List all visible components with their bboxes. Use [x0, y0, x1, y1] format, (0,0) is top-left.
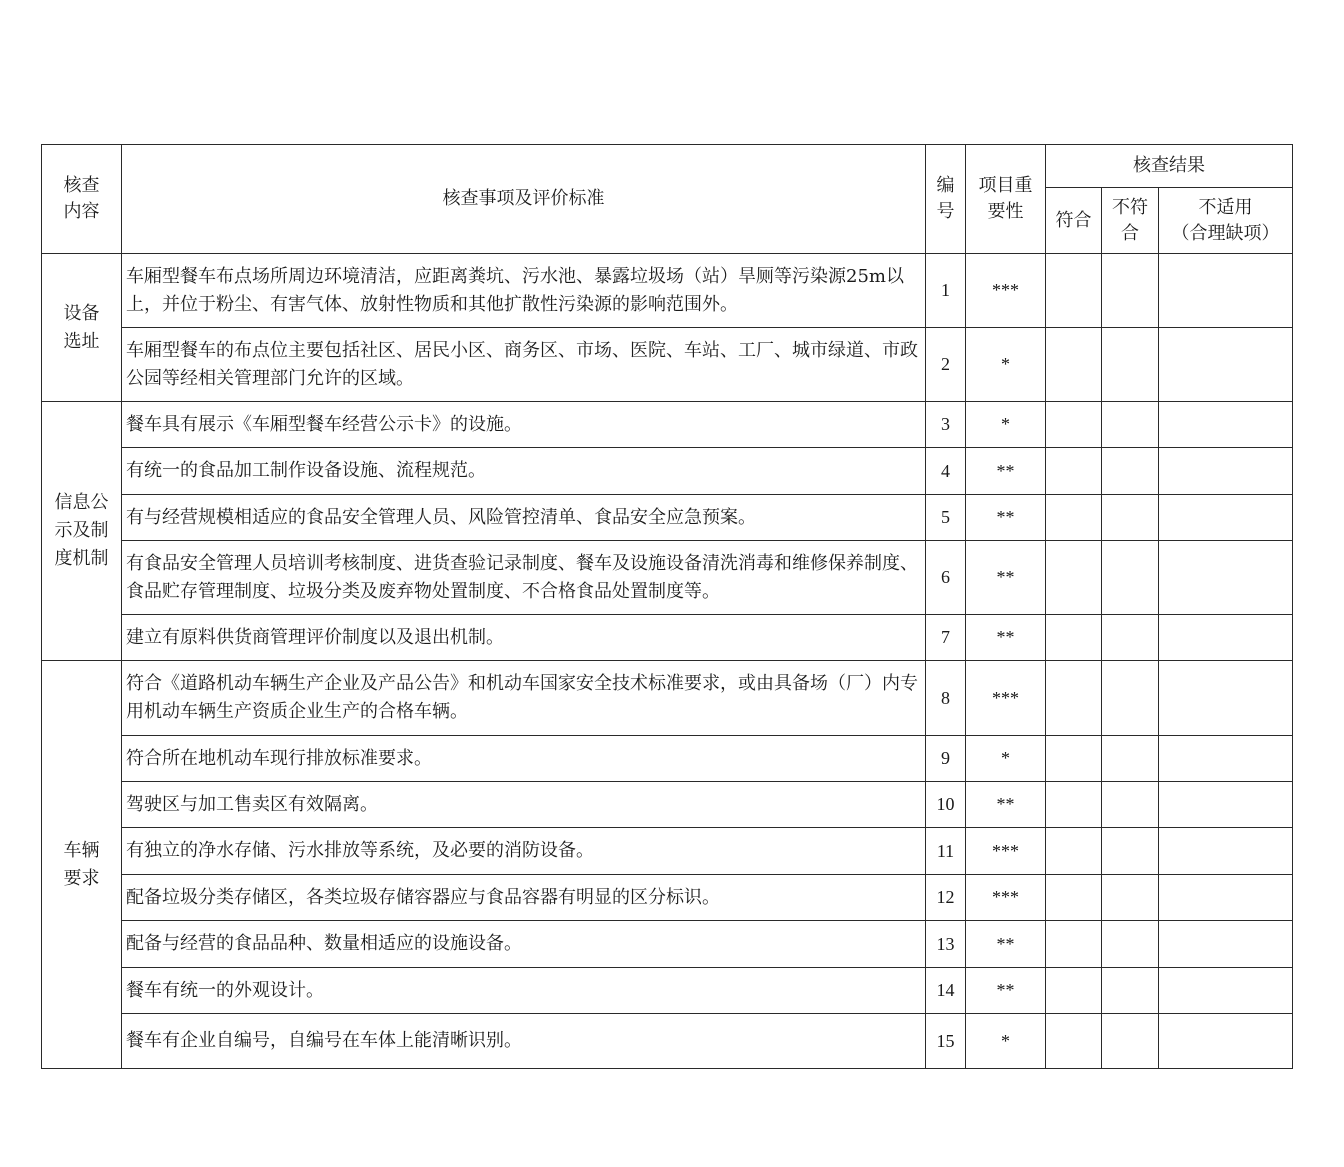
comply-check-cell[interactable] [1046, 448, 1102, 495]
comply-check-cell[interactable] [1046, 541, 1102, 615]
number-cell: 11 [926, 828, 966, 875]
not-comply-check-cell[interactable] [1102, 968, 1159, 1014]
comply-check-cell[interactable] [1046, 402, 1102, 448]
header-importance: 项目重要性 [966, 145, 1046, 254]
table-row [42, 828, 1293, 875]
importance-cell: *** [966, 254, 1046, 328]
comply-check-cell[interactable] [1046, 828, 1102, 875]
table-row [42, 254, 1293, 328]
table-row [42, 448, 1293, 495]
not-applicable-check-cell[interactable] [1159, 736, 1293, 782]
criteria-cell: 符合所在地机动车现行排放标准要求。 [122, 736, 926, 782]
criteria-cell: 建立有原料供货商管理评价制度以及退出机制。 [122, 615, 926, 661]
number-cell: 13 [926, 921, 966, 968]
not-applicable-check-cell[interactable] [1159, 495, 1293, 541]
not-comply-check-cell[interactable] [1102, 495, 1159, 541]
not-comply-check-cell[interactable] [1102, 615, 1159, 661]
not-comply-check-cell[interactable] [1102, 254, 1159, 328]
number-cell: 12 [926, 875, 966, 921]
not-applicable-check-cell[interactable] [1159, 782, 1293, 828]
not-applicable-check-cell[interactable] [1159, 328, 1293, 402]
comply-check-cell[interactable] [1046, 968, 1102, 1014]
table-row [42, 968, 1293, 1014]
not-comply-check-cell[interactable] [1102, 402, 1159, 448]
header-result: 核查结果 [1046, 145, 1293, 188]
not-comply-check-cell[interactable] [1102, 1014, 1159, 1069]
not-comply-check-cell[interactable] [1102, 782, 1159, 828]
criteria-cell: 车厢型餐车的布点位主要包括社区、居民小区、商务区、市场、医院、车站、工厂、城市绿道、市政公园等经相关管理部门允许的区域。 [122, 328, 926, 402]
table-row [42, 541, 1293, 615]
comply-check-cell[interactable] [1046, 615, 1102, 661]
not-applicable-note: （合理缺项） [1171, 222, 1280, 244]
importance-cell: ** [966, 495, 1046, 541]
number-cell: 4 [926, 448, 966, 495]
importance-cell: *** [966, 875, 1046, 921]
header-category: 核查内容 [42, 145, 122, 254]
number-cell: 2 [926, 328, 966, 402]
criteria-cell: 配备与经营的食品品种、数量相适应的设施设备。 [122, 921, 926, 968]
table-row [42, 1014, 1293, 1069]
comply-check-cell[interactable] [1046, 921, 1102, 968]
criteria-cell: 符合《道路机动车辆生产企业及产品公告》和机动车国家安全技术标准要求，或由具备场（厂）内专用机动车辆生产资质企业生产的合格车辆。 [122, 661, 926, 736]
comply-check-cell[interactable] [1046, 495, 1102, 541]
table-row [42, 661, 1293, 736]
not-comply-check-cell[interactable] [1102, 661, 1159, 736]
table-row [42, 615, 1293, 661]
not-comply-check-cell[interactable] [1102, 541, 1159, 615]
header-number: 编号 [926, 145, 966, 254]
number-cell: 7 [926, 615, 966, 661]
number-cell: 5 [926, 495, 966, 541]
table-row [42, 328, 1293, 402]
number-cell: 10 [926, 782, 966, 828]
table-row [42, 782, 1293, 828]
table-row [42, 921, 1293, 968]
inspection-table [41, 144, 1293, 1069]
table-row [42, 875, 1293, 921]
importance-cell: *** [966, 661, 1046, 736]
category-cell: 信息公示及制度机制 [42, 402, 122, 661]
criteria-cell: 车厢型餐车布点场所周边环境清洁，应距离粪坑、污水池、暴露垃圾场（站）旱厕等污染源25m以上，并位于粉尘、有害气体、放射性物质和其他扩散性污染源的影响范围外。 [122, 254, 926, 328]
importance-cell: ** [966, 921, 1046, 968]
importance-cell: ** [966, 615, 1046, 661]
not-applicable-check-cell[interactable] [1159, 968, 1293, 1014]
table-row [42, 495, 1293, 541]
category-cell: 车辆要求 [42, 661, 122, 1069]
not-applicable-check-cell[interactable] [1159, 615, 1293, 661]
not-applicable-check-cell[interactable] [1159, 541, 1293, 615]
criteria-cell: 有食品安全管理人员培训考核制度、进货查验记录制度、餐车及设施设备清洗消毒和维修保养制度、食品贮存管理制度、垃圾分类及废弃物处置制度、不合格食品处置制度等。 [122, 541, 926, 615]
comply-check-cell[interactable] [1046, 328, 1102, 402]
header-criteria: 核查事项及评价标准 [122, 145, 926, 254]
criteria-cell: 有与经营规模相适应的食品安全管理人员、风险管控清单、食品安全应急预案。 [122, 495, 926, 541]
importance-cell: ** [966, 541, 1046, 615]
importance-cell: * [966, 1014, 1046, 1069]
not-applicable-check-cell[interactable] [1159, 448, 1293, 495]
comply-check-cell[interactable] [1046, 1014, 1102, 1069]
not-comply-check-cell[interactable] [1102, 328, 1159, 402]
criteria-cell: 餐车有统一的外观设计。 [122, 968, 926, 1014]
importance-cell: ** [966, 448, 1046, 495]
importance-cell: * [966, 736, 1046, 782]
number-cell: 3 [926, 402, 966, 448]
header-not-applicable [1159, 188, 1293, 254]
not-applicable-check-cell[interactable] [1159, 402, 1293, 448]
importance-cell: ** [966, 968, 1046, 1014]
not-applicable-label: 不适用 [1198, 196, 1253, 218]
not-applicable-check-cell[interactable] [1159, 921, 1293, 968]
not-comply-check-cell[interactable] [1102, 921, 1159, 968]
comply-check-cell[interactable] [1046, 254, 1102, 328]
importance-cell: * [966, 402, 1046, 448]
comply-check-cell[interactable] [1046, 736, 1102, 782]
not-applicable-check-cell[interactable] [1159, 875, 1293, 921]
table-row [42, 736, 1293, 782]
number-cell: 6 [926, 541, 966, 615]
criteria-cell: 配备垃圾分类存储区，各类垃圾存储容器应与食品容器有明显的区分标识。 [122, 875, 926, 921]
category-cell: 设备选址 [42, 254, 122, 402]
number-cell: 8 [926, 661, 966, 736]
criteria-cell: 有独立的净水存储、污水排放等系统，及必要的消防设备。 [122, 828, 926, 875]
number-cell: 14 [926, 968, 966, 1014]
header-comply: 符合 [1046, 188, 1102, 254]
not-comply-check-cell[interactable] [1102, 736, 1159, 782]
number-cell: 9 [926, 736, 966, 782]
not-applicable-check-cell[interactable] [1159, 254, 1293, 328]
importance-cell: *** [966, 828, 1046, 875]
criteria-cell: 驾驶区与加工售卖区有效隔离。 [122, 782, 926, 828]
criteria-cell: 餐车有企业自编号，自编号在车体上能清晰识别。 [122, 1014, 926, 1069]
not-comply-check-cell[interactable] [1102, 875, 1159, 921]
comply-check-cell[interactable] [1046, 661, 1102, 736]
table-row [42, 402, 1293, 448]
comply-check-cell[interactable] [1046, 782, 1102, 828]
not-comply-check-cell[interactable] [1102, 828, 1159, 875]
not-applicable-check-cell[interactable] [1159, 1014, 1293, 1069]
criteria-cell: 餐车具有展示《车厢型餐车经营公示卡》的设施。 [122, 402, 926, 448]
not-applicable-check-cell[interactable] [1159, 661, 1293, 736]
criteria-cell: 有统一的食品加工制作设备设施、流程规范。 [122, 448, 926, 495]
importance-cell: * [966, 328, 1046, 402]
number-cell: 15 [926, 1014, 966, 1069]
comply-check-cell[interactable] [1046, 875, 1102, 921]
header-not-comply: 不符合 [1102, 188, 1159, 254]
not-applicable-check-cell[interactable] [1159, 828, 1293, 875]
importance-cell: ** [966, 782, 1046, 828]
number-cell: 1 [926, 254, 966, 328]
not-comply-check-cell[interactable] [1102, 448, 1159, 495]
